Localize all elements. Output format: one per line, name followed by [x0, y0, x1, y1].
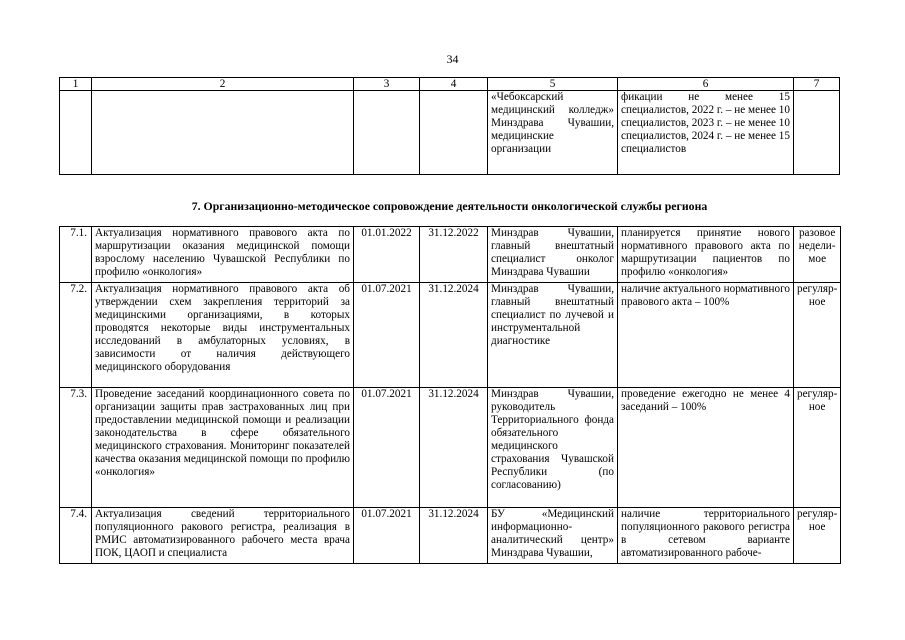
column-header: 5	[488, 78, 618, 91]
cell-start-date: 01.07.2021	[354, 388, 420, 508]
cell-responsible: Минздрав Чувашии, главный внештатный специалист онколог Минздрава Чувашии	[488, 227, 618, 283]
cell-activity: Актуализация нормативного правового акта об утверждении схем закрепления территорий за медицинскими организациями, в которых проводятся некоторые виды инструментальных исследований в амбулаторных условиях, в зависимости от наличия действующего медицинского оборудования	[92, 283, 354, 388]
cell-responsible: «Чебоксарский медицинский колледж» Минздрава Чувашии, медицинские организации	[488, 91, 618, 175]
cell-empty	[354, 91, 420, 175]
cell-num: 7.4.	[60, 508, 92, 564]
cell-frequency: регуляр-ное	[794, 508, 841, 564]
table-continuation	[59, 77, 840, 175]
cell-empty	[92, 91, 354, 175]
cell-result: проведение ежегодно не менее 4 заседаний – 100%	[618, 388, 794, 508]
column-header: 7	[794, 78, 840, 91]
cell-end-date: 31.12.2024	[420, 283, 488, 388]
cell-frequency: регуляр-ное	[794, 283, 841, 388]
column-header: 2	[92, 78, 354, 91]
page-number: 34	[446, 52, 459, 66]
cell-result: наличие актуального нормативного правового акта – 100%	[618, 283, 794, 388]
cell-result: наличие территориального популяционного ракового регистра в сетевом варианте автоматизированного рабоче-	[618, 508, 794, 564]
cell-end-date: 31.12.2024	[420, 388, 488, 508]
cell-start-date: 01.07.2021	[354, 283, 420, 388]
table-section-7	[59, 226, 841, 564]
column-header: 6	[618, 78, 794, 91]
cell-empty	[60, 91, 92, 175]
column-header: 4	[420, 78, 488, 91]
cell-frequency: разовое недели-мое	[794, 227, 841, 283]
cell-responsible: Минздрав Чувашии, руководитель Территориального фонда обязательного медицинского страхования Чувашской Республики (по согласованию)	[488, 388, 618, 508]
table-row	[60, 283, 841, 388]
cell-responsible: Минздрав Чувашии, главный внештатный специалист по лучевой и инструментальной диагностике	[488, 283, 618, 388]
cell-end-date: 31.12.2024	[420, 508, 488, 564]
cell-frequency: регуляр-ное	[794, 388, 841, 508]
cell-num: 7.1.	[60, 227, 92, 283]
cell-num: 7.2.	[60, 283, 92, 388]
section-title: 7. Организационно-методическое сопровождение деятельности онкологической службы региона	[191, 199, 708, 213]
table-row	[60, 91, 840, 175]
cell-num: 7.3.	[60, 388, 92, 508]
cell-empty	[794, 91, 840, 175]
cell-start-date: 01.07.2021	[354, 508, 420, 564]
table-row	[60, 227, 841, 283]
table-row	[60, 388, 841, 508]
cell-activity: Актуализация сведений территориального популяционного ракового регистра, реализация в РМИС автоматизированного рабочего места врача ПОК, ЦАОП и специалиста	[92, 508, 354, 564]
cell-result: фикации не менее 15 специалистов, 2022 г. – не менее 10 специалистов, 2023 г. – не менее 10 специалистов, 2024 г. – не менее 15 специалистов	[618, 91, 794, 175]
cell-end-date: 31.12.2022	[420, 227, 488, 283]
cell-activity: Проведение заседаний координационного совета по организации защиты прав застрахованных лиц при предоставлении медицинской помощи и реализации законодательства в сфере обязательного медицинского страхования. Мониторинг показателей качества оказания медицинской помощи по профилю «онкология»	[92, 388, 354, 508]
column-header-row	[60, 78, 840, 91]
column-header: 1	[60, 78, 92, 91]
cell-result: планируется принятие нового нормативного правового акта по маршрутизации пациентов по профилю «онкология»	[618, 227, 794, 283]
cell-activity: Актуализация нормативного правового акта по маршрутизации оказания медицинской помощи взрослому населению Чувашской Республики по профилю «онкология»	[92, 227, 354, 283]
table-row	[60, 508, 841, 564]
cell-start-date: 01.01.2022	[354, 227, 420, 283]
column-header: 3	[354, 78, 420, 91]
cell-empty	[420, 91, 488, 175]
cell-responsible: БУ «Медицинский информационно-аналитический центр» Минздрава Чувашии,	[488, 508, 618, 564]
